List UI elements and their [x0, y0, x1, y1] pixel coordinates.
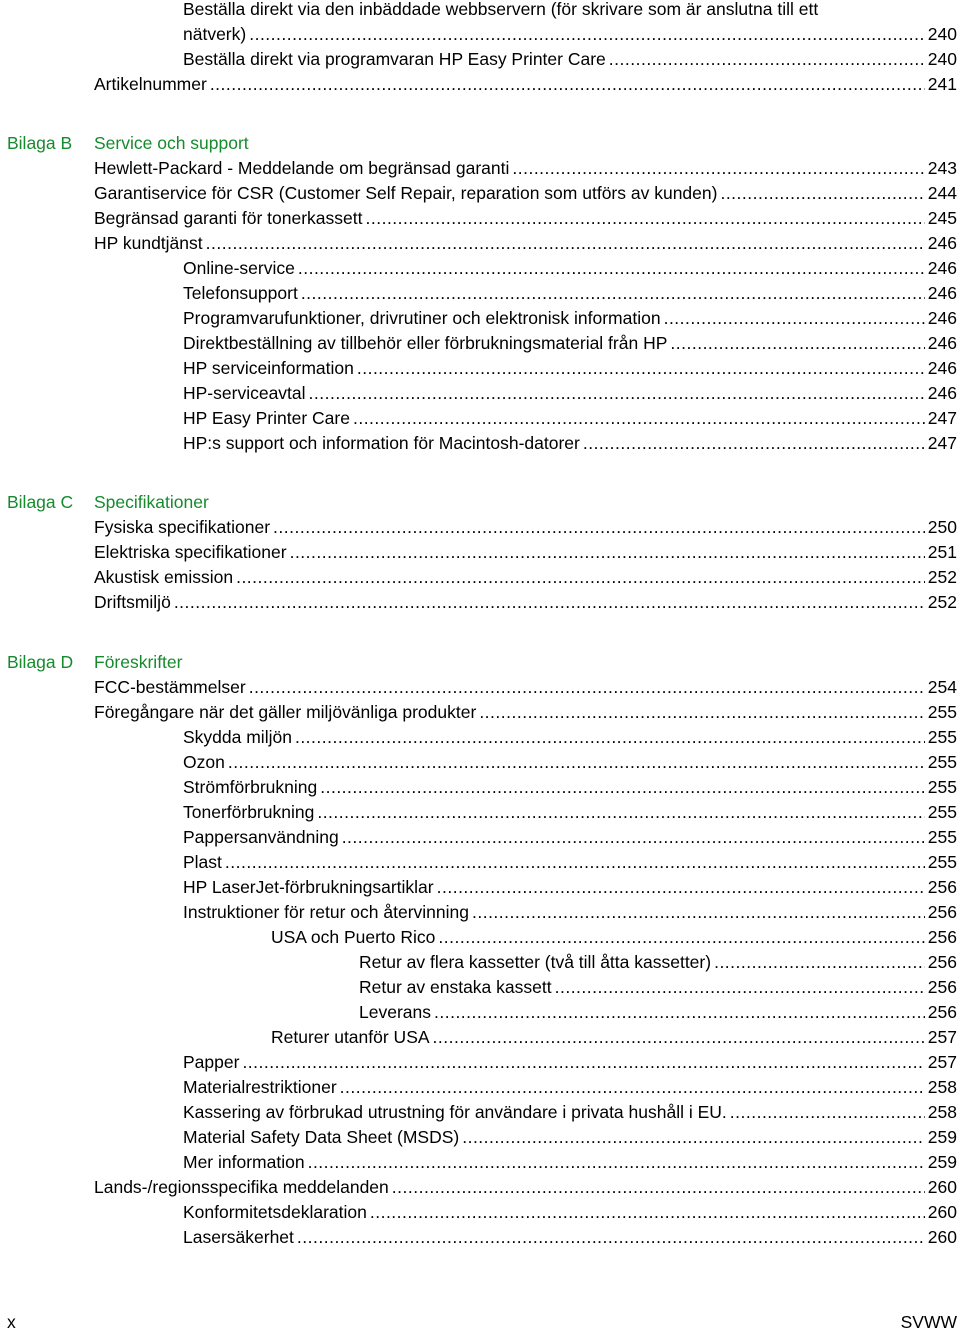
toc-entry[interactable] — [183, 256, 957, 281]
toc-page-number: 247 — [927, 433, 957, 453]
toc-entry[interactable] — [183, 800, 957, 825]
toc-entry-text: Returer utanför USA — [271, 1027, 430, 1047]
toc-entry[interactable] — [183, 850, 957, 875]
toc-page-number: 246 — [927, 358, 957, 378]
dot-leader — [295, 725, 925, 750]
dot-leader — [236, 565, 925, 590]
toc-page-number: 245 — [927, 208, 957, 228]
section-label: Bilaga C — [7, 492, 74, 512]
toc-page-number: 259 — [927, 1152, 957, 1172]
toc-entry[interactable] — [183, 22, 957, 47]
toc-entry-text: Lasersäkerhet — [183, 1227, 294, 1247]
dot-leader — [225, 850, 925, 875]
toc-page-number: 260 — [927, 1202, 957, 1222]
toc-entry[interactable] — [183, 1100, 957, 1125]
section-title: Service och support — [94, 133, 249, 153]
section-label: Bilaga B — [7, 133, 73, 153]
toc-entry[interactable] — [359, 950, 957, 975]
toc-page-number: 256 — [927, 902, 957, 922]
toc-page-number: 246 — [927, 258, 957, 278]
toc-page-number: 255 — [927, 852, 957, 872]
toc-page-number: 251 — [927, 542, 957, 562]
toc-entry-text: Material Safety Data Sheet (MSDS) — [183, 1127, 460, 1147]
toc-page-number: 256 — [927, 877, 957, 897]
toc-entry[interactable] — [94, 72, 957, 97]
dot-leader — [242, 1050, 924, 1075]
toc-entry[interactable] — [359, 975, 957, 1000]
toc-entry[interactable] — [94, 231, 957, 256]
dot-leader — [437, 875, 925, 900]
toc-entry-text: nätverk) — [183, 24, 247, 44]
toc-entry[interactable] — [183, 331, 957, 356]
section-heading-bilaga-c[interactable] — [7, 490, 209, 515]
toc-page-number: 258 — [927, 1102, 957, 1122]
toc-entry-text: Plast — [183, 852, 222, 872]
dot-leader — [297, 1225, 925, 1250]
toc-entry-text: Lands-/regionsspecifika meddelanden — [94, 1177, 389, 1197]
dot-leader — [301, 281, 925, 306]
toc-page-number: 259 — [927, 1127, 957, 1147]
toc-entry-text: Online-service — [183, 258, 295, 278]
dot-leader — [472, 900, 925, 925]
toc-entry-text: Strömförbrukning — [183, 777, 318, 797]
toc-entry-text: HP kundtjänst — [94, 233, 203, 253]
toc-entry[interactable] — [94, 590, 957, 615]
toc-entry-text: Programvarufunktioner, drivrutiner och elektronisk information — [183, 308, 661, 328]
toc-entry-text: Retur av enstaka kassett — [359, 977, 552, 997]
dot-leader — [320, 775, 925, 800]
toc-entry-text: Beställa direkt via programvaran HP Easy Printer Care — [183, 49, 606, 69]
dot-leader — [340, 1075, 925, 1100]
toc-entry-text: HP serviceinformation — [183, 358, 354, 378]
toc-page-number: 246 — [927, 233, 957, 253]
toc-entry-text: Konformitetsdeklaration — [183, 1202, 367, 1222]
toc-page-number: 243 — [927, 158, 957, 178]
toc-entry-text: Tonerförbrukning — [183, 802, 315, 822]
dot-leader — [174, 590, 925, 615]
dot-leader — [353, 406, 925, 431]
toc-entry[interactable] — [271, 1025, 957, 1050]
dot-leader — [434, 1000, 925, 1025]
toc-page-number: 256 — [927, 977, 957, 997]
dot-leader — [317, 800, 924, 825]
toc-entry[interactable] — [94, 700, 957, 725]
dot-leader — [609, 47, 925, 72]
toc-entry-text: Papper — [183, 1052, 240, 1072]
toc-page-number: 244 — [927, 183, 957, 203]
toc-page-number: 255 — [927, 752, 957, 772]
toc-entry-text: Telefonsupport — [183, 283, 298, 303]
toc-entry-text: Instruktioner för retur och återvinning — [183, 902, 469, 922]
toc-entry-text: HP-serviceavtal — [183, 383, 306, 403]
toc-page-number: 260 — [927, 1227, 957, 1247]
toc-entry[interactable] — [183, 356, 957, 381]
toc-entry-text: Driftsmiljö — [94, 592, 171, 612]
toc-entry[interactable] — [94, 1175, 957, 1200]
toc-page-number: 255 — [927, 702, 957, 722]
toc-entry-text: Materialrestriktioner — [183, 1077, 337, 1097]
toc-page-number: 258 — [927, 1077, 957, 1097]
toc-page-number: 256 — [927, 1002, 957, 1022]
toc-page-number: 255 — [927, 777, 957, 797]
section-heading-bilaga-b[interactable] — [7, 131, 249, 156]
toc-page-number: 246 — [927, 383, 957, 403]
dot-leader — [206, 231, 925, 256]
dot-leader — [583, 431, 925, 456]
toc-entry-text: Begränsad garanti för tonerkassett — [94, 208, 363, 228]
toc-entry[interactable] — [183, 1225, 957, 1250]
section-label: Bilaga D — [7, 652, 74, 672]
dot-leader — [290, 540, 925, 565]
toc-entry-text: USA och Puerto Rico — [271, 927, 436, 947]
dot-leader — [309, 381, 925, 406]
toc-page-number: 246 — [927, 333, 957, 353]
toc-entry[interactable] — [183, 431, 957, 456]
toc-entry-text: Elektriska specifikationer — [94, 542, 287, 562]
toc-entry-text: Garantiservice för CSR (Customer Self Repair, reparation som utförs av kunden) — [94, 183, 718, 203]
toc-entry[interactable] — [94, 675, 957, 700]
toc-entry-text: Retur av flera kassetter (två till åtta kassetter) — [359, 952, 712, 972]
dot-leader — [714, 950, 925, 975]
dot-leader — [730, 1100, 925, 1125]
toc-entry[interactable] — [183, 750, 957, 775]
toc-entry[interactable] — [183, 406, 957, 431]
doc-code-footer: SVWW — [900, 1312, 957, 1332]
dot-leader — [512, 156, 924, 181]
toc-entry[interactable] — [183, 900, 957, 925]
toc-page-number: 255 — [927, 802, 957, 822]
toc-entry[interactable] — [183, 825, 957, 850]
toc-entry-text: Skydda miljön — [183, 727, 292, 747]
toc-entry-text: Leverans — [359, 1002, 431, 1022]
section-heading-bilaga-d[interactable] — [7, 650, 182, 675]
toc-page-number: 252 — [927, 592, 957, 612]
toc-entry[interactable] — [94, 206, 957, 231]
toc-page-number: 255 — [927, 727, 957, 747]
toc-entry-text: HP:s support och information för Macintosh-datorer — [183, 433, 580, 453]
toc-entry[interactable] — [359, 1000, 957, 1025]
dot-leader — [342, 825, 925, 850]
toc-page-number: 246 — [927, 308, 957, 328]
toc-entry[interactable] — [94, 181, 957, 206]
dot-leader — [462, 1125, 925, 1150]
toc-entry[interactable] — [183, 381, 957, 406]
toc-entry[interactable] — [183, 1125, 957, 1150]
toc-entry[interactable] — [183, 47, 957, 72]
toc-page-number: 247 — [927, 408, 957, 428]
dot-leader — [228, 750, 925, 775]
dot-leader — [210, 72, 925, 97]
dot-leader — [479, 700, 924, 725]
toc-entry[interactable] — [183, 725, 957, 750]
toc-page-number: 240 — [927, 49, 957, 69]
dot-leader — [392, 1175, 925, 1200]
dot-leader — [249, 22, 925, 47]
toc-entry-text: Akustisk emission — [94, 567, 234, 587]
dot-leader — [670, 331, 924, 356]
dot-leader — [357, 356, 925, 381]
toc-page-number: 250 — [927, 517, 957, 537]
toc-page-number: 255 — [927, 827, 957, 847]
toc-entry-text: Ozon — [183, 752, 225, 772]
toc-entry[interactable] — [94, 156, 957, 181]
toc-entry-text: HP Easy Printer Care — [183, 408, 350, 428]
toc-entry[interactable] — [94, 540, 957, 565]
toc-page-number: 246 — [927, 283, 957, 303]
toc-page-number: 257 — [927, 1052, 957, 1072]
toc-page-number: 256 — [927, 952, 957, 972]
toc-entry-text: FCC-bestämmelser — [94, 677, 246, 697]
toc-entry-text: Fysiska specifikationer — [94, 517, 271, 537]
toc-entry[interactable] — [183, 1150, 957, 1175]
toc-page-number: 257 — [927, 1027, 957, 1047]
toc-entry-text: Kassering av förbrukad utrustning för användare i privata hushåll i EU. — [183, 1102, 727, 1122]
toc-entry[interactable] — [183, 1050, 957, 1075]
toc-entry[interactable] — [183, 281, 957, 306]
toc-entry-text: Pappersanvändning — [183, 827, 339, 847]
toc-entry-text: Föregångare när det gäller miljövänliga produkter — [94, 702, 477, 722]
dot-leader — [720, 181, 924, 206]
toc-page-number: 254 — [927, 677, 957, 697]
toc-entry[interactable] — [183, 775, 957, 800]
toc-entry[interactable] — [183, 306, 957, 331]
section-title: Föreskrifter — [94, 652, 183, 672]
toc-entry[interactable] — [183, 1200, 957, 1225]
dot-leader — [433, 1025, 925, 1050]
toc-page-number: 240 — [927, 24, 957, 44]
toc-entry[interactable] — [94, 565, 957, 590]
dot-leader — [308, 1150, 925, 1175]
toc-entry[interactable] — [271, 925, 957, 950]
toc-entry[interactable] — [183, 1075, 957, 1100]
toc-page-number: 241 — [927, 74, 957, 94]
toc-entry-text: Artikelnummer — [94, 74, 207, 94]
dot-leader — [298, 256, 925, 281]
toc-entry-text: Direktbeställning av tillbehör eller förbrukningsmaterial från HP — [183, 333, 668, 353]
section-title: Specifikationer — [94, 492, 209, 512]
toc-entry-text: Mer information — [183, 1152, 305, 1172]
toc-page-number: 256 — [927, 927, 957, 947]
toc-entry-text: Hewlett-Packard - Meddelande om begränsad garanti — [94, 158, 510, 178]
dot-leader — [664, 306, 925, 331]
toc-entry-text: HP LaserJet-förbrukningsartiklar — [183, 877, 434, 897]
toc-entry-text: Beställa direkt via den inbäddade webbservern (för skrivare som är anslutna till ett — [183, 0, 819, 19]
toc-entry[interactable] — [183, 875, 957, 900]
dot-leader — [273, 515, 925, 540]
toc-page-number: 260 — [927, 1177, 957, 1197]
page-number-footer: x — [7, 1312, 16, 1332]
toc-page-number: 252 — [927, 567, 957, 587]
dot-leader — [555, 975, 925, 1000]
dot-leader — [370, 1200, 925, 1225]
dot-leader — [249, 675, 925, 700]
dot-leader — [366, 206, 925, 231]
toc-entry[interactable] — [94, 515, 957, 540]
dot-leader — [438, 925, 924, 950]
